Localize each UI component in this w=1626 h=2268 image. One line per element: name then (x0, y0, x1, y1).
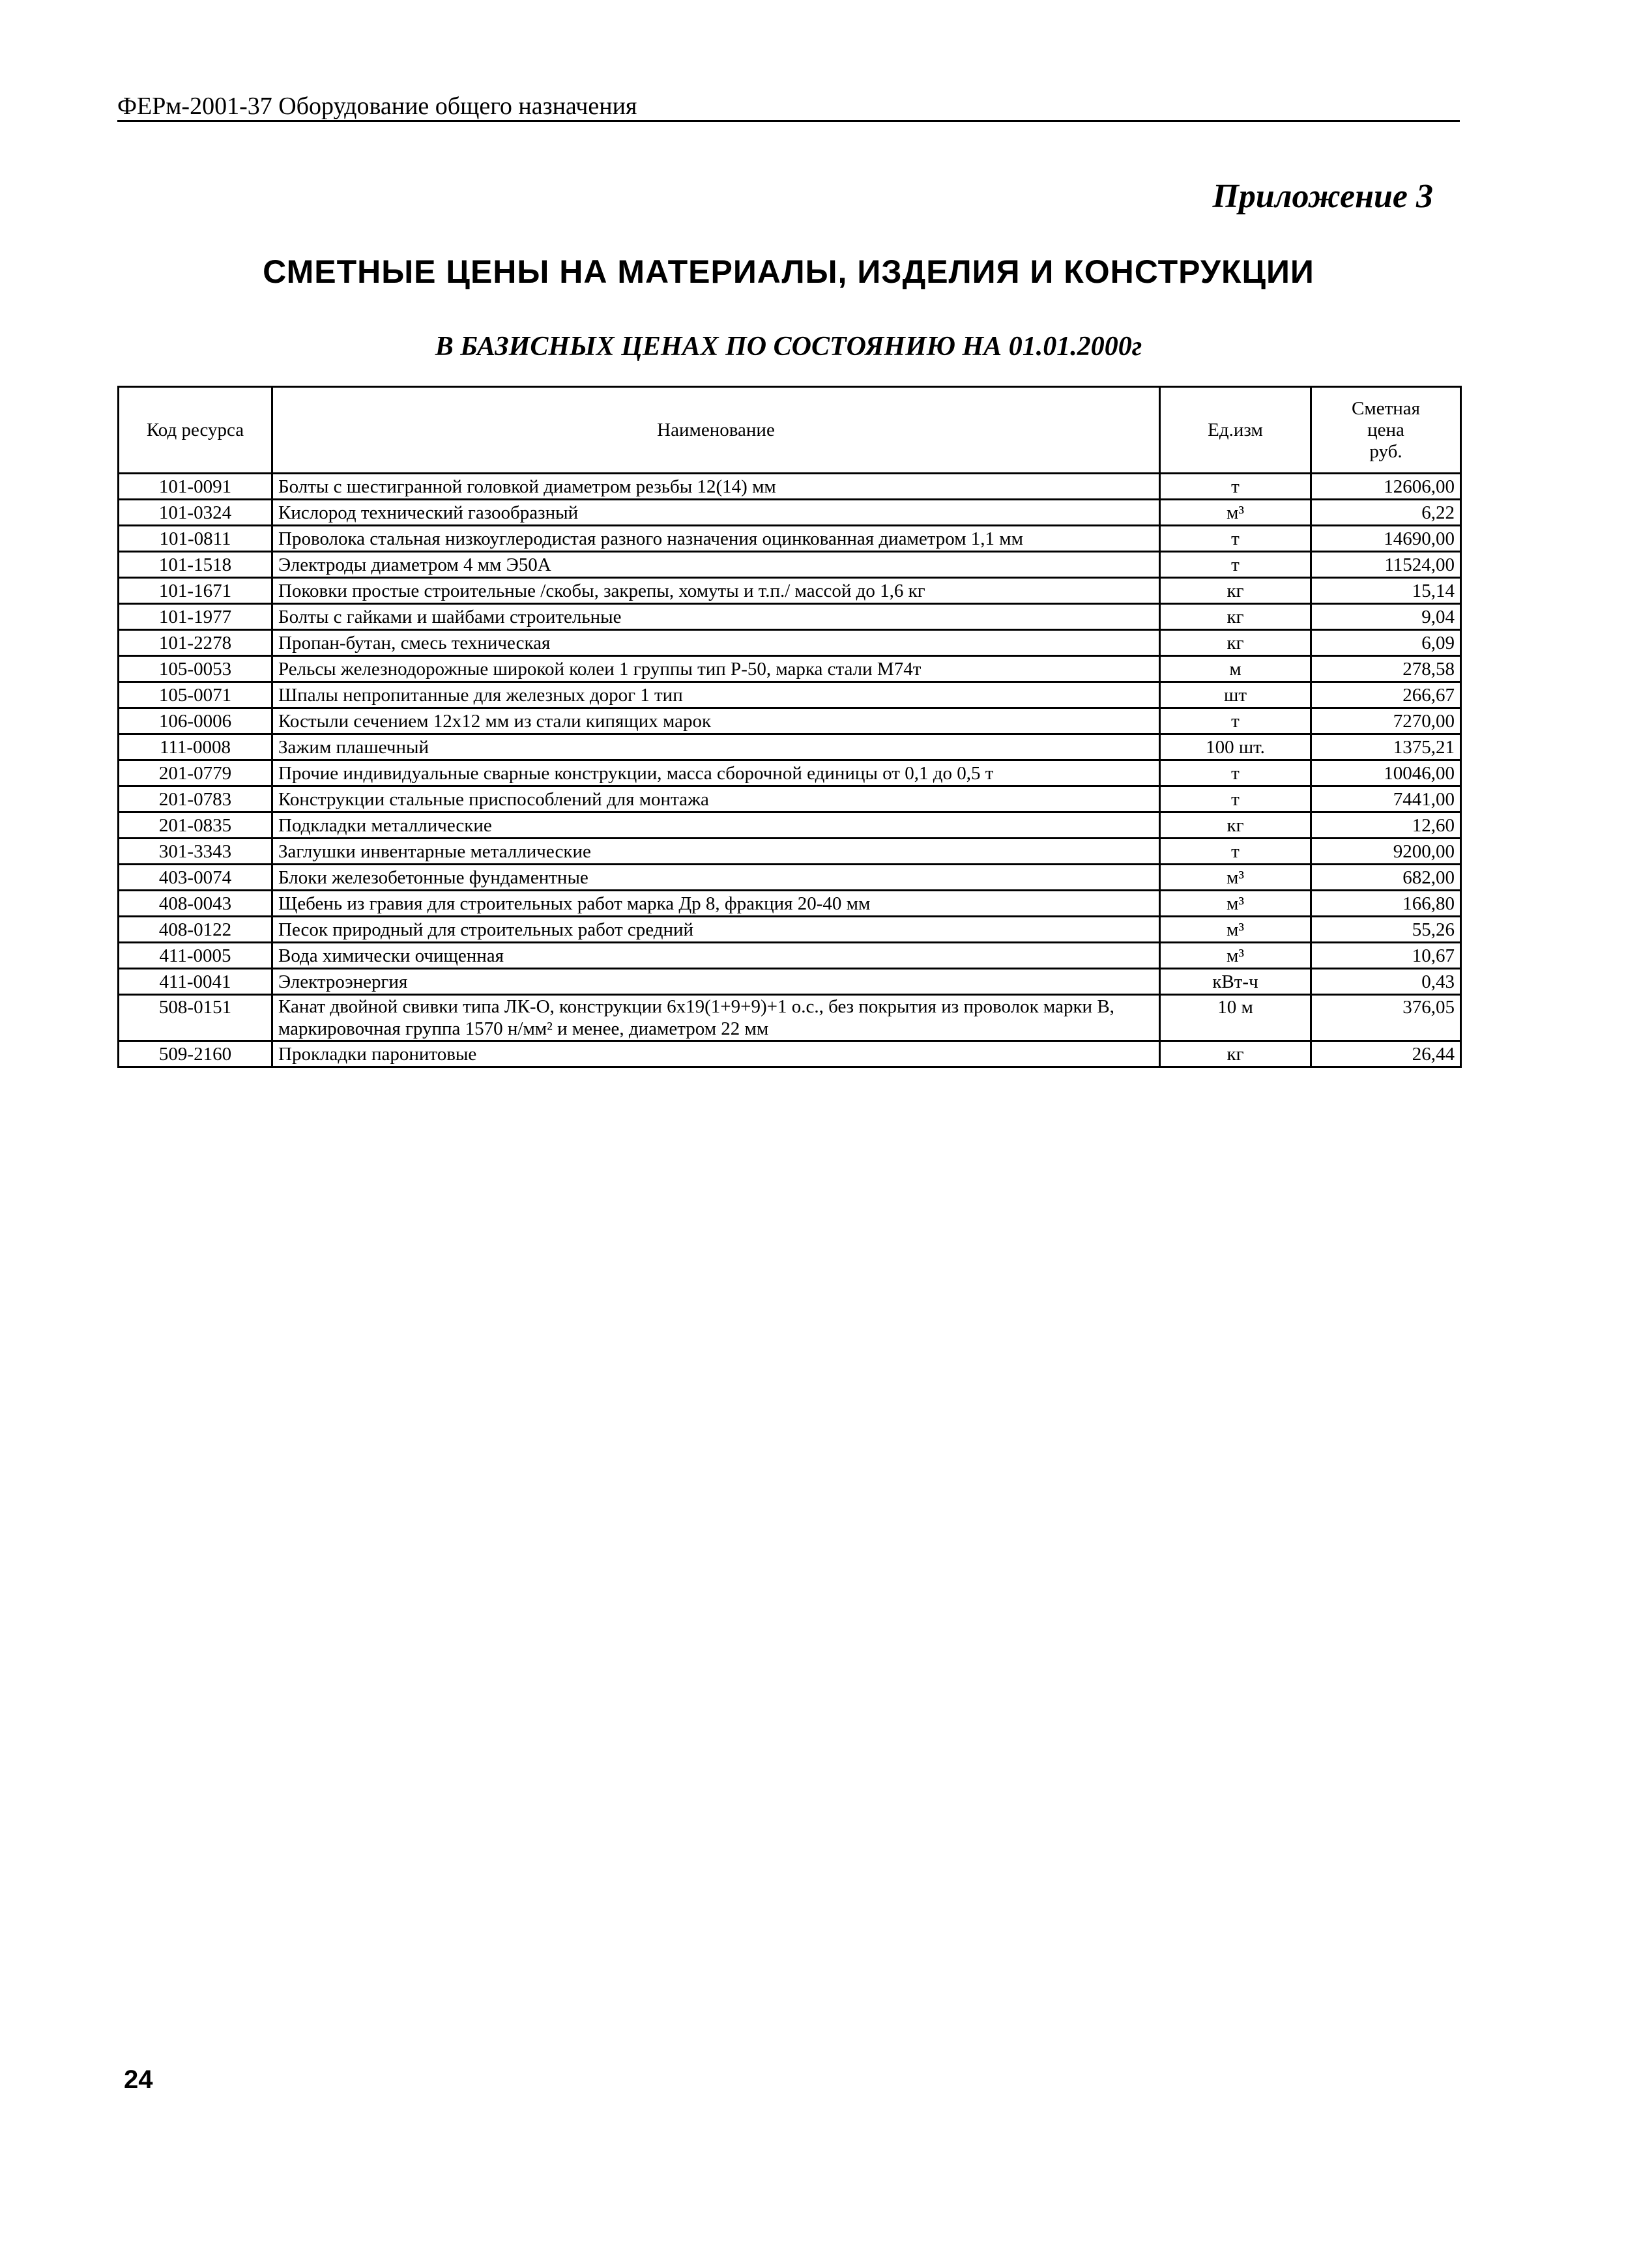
unit-cell: кг (1160, 1041, 1311, 1067)
code-cell: 106-0006 (119, 708, 272, 734)
price-cell: 10046,00 (1311, 760, 1461, 786)
table-row (119, 839, 1461, 865)
column-header-price-line: руб. (1369, 440, 1402, 462)
unit-cell: м³ (1160, 891, 1311, 917)
price-cell: 1375,21 (1311, 734, 1461, 760)
code-cell: 301-3343 (119, 839, 272, 865)
unit-cell: м³ (1160, 943, 1311, 969)
price-cell: 6,22 (1311, 500, 1461, 526)
name-cell: Прокладки паронитовые (272, 1041, 1160, 1067)
table-row (119, 891, 1461, 917)
header-rule (117, 120, 1460, 122)
price-cell: 14690,00 (1311, 526, 1461, 552)
page-subtitle: В БАЗИСНЫХ ЦЕНАХ ПО СОСТОЯНИЮ НА 01.01.2000г (435, 332, 1142, 362)
code-cell: 201-0783 (119, 786, 272, 812)
table-row (119, 760, 1461, 786)
unit-cell: кг (1160, 578, 1311, 604)
table-row (119, 812, 1461, 839)
table-row (119, 630, 1461, 656)
unit-cell: кг (1160, 812, 1311, 839)
unit-cell: т (1160, 708, 1311, 734)
table-row (119, 578, 1461, 604)
code-cell: 201-0779 (119, 760, 272, 786)
code-cell: 403-0074 (119, 865, 272, 891)
price-cell: 682,00 (1311, 865, 1461, 891)
price-cell: 9200,00 (1311, 839, 1461, 865)
unit-cell: т (1160, 760, 1311, 786)
table-row (119, 552, 1461, 578)
table-header-row (119, 387, 1461, 474)
appendix-label: Приложение 3 (1212, 178, 1433, 215)
code-cell: 101-2278 (119, 630, 272, 656)
name-cell: Канат двойной свивки типа ЛК-О, конструкции 6х19(1+9+9)+1 о.с., без покрытия из проволок марки В, маркировочная группа 1570 н/мм² и менее, диаметром 22 мм (272, 995, 1160, 1041)
code-cell: 101-0324 (119, 500, 272, 526)
name-cell: Подкладки металлические (272, 812, 1160, 839)
name-cell: Зажим плашечный (272, 734, 1160, 760)
unit-cell: т (1160, 474, 1311, 500)
code-cell: 105-0053 (119, 656, 272, 682)
unit-cell: 100 шт. (1160, 734, 1311, 760)
unit-cell: т (1160, 786, 1311, 812)
code-cell: 411-0041 (119, 969, 272, 995)
code-cell: 101-0811 (119, 526, 272, 552)
column-header-unit: Ед.изм (1160, 387, 1311, 474)
unit-cell: кВт-ч (1160, 969, 1311, 995)
price-cell: 10,67 (1311, 943, 1461, 969)
running-header: ФЕРм-2001-37 Оборудование общего назначения (117, 93, 637, 120)
table-row (119, 474, 1461, 500)
column-header-code: Код ресурса (119, 387, 272, 474)
name-cell: Болты с гайками и шайбами строительные (272, 604, 1160, 630)
name-cell: Проволока стальная низкоуглеродистая разного назначения оцинкованная диаметром 1,1 мм (272, 526, 1160, 552)
column-header-price (1311, 387, 1461, 474)
price-cell: 12606,00 (1311, 474, 1461, 500)
price-cell: 12,60 (1311, 812, 1461, 839)
table-row (119, 708, 1461, 734)
name-cell: Электроэнергия (272, 969, 1160, 995)
name-cell: Вода химически очищенная (272, 943, 1160, 969)
code-cell: 101-1977 (119, 604, 272, 630)
table-row (119, 734, 1461, 760)
unit-cell: т (1160, 526, 1311, 552)
code-cell: 101-1671 (119, 578, 272, 604)
name-cell: Блоки железобетонные фундаментные (272, 865, 1160, 891)
page-title: СМЕТНЫЕ ЦЕНЫ НА МАТЕРИАЛЫ, ИЗДЕЛИЯ И КОНСТРУКЦИИ (263, 253, 1314, 290)
name-cell: Электроды диаметром 4 мм Э50А (272, 552, 1160, 578)
unit-cell: кг (1160, 630, 1311, 656)
name-cell: Пропан-бутан, смесь техническая (272, 630, 1160, 656)
table-row (119, 604, 1461, 630)
table-row (119, 786, 1461, 812)
unit-cell: кг (1160, 604, 1311, 630)
price-cell: 376,05 (1311, 995, 1461, 1041)
name-cell: Кислород технический газообразный (272, 500, 1160, 526)
code-cell: 101-1518 (119, 552, 272, 578)
column-header-price-line: Сметная (1352, 397, 1420, 419)
table-row (119, 526, 1461, 552)
name-cell: Рельсы железнодорожные широкой колеи 1 группы тип Р-50, марка стали М74т (272, 656, 1160, 682)
column-header-price-line: цена (1367, 419, 1404, 440)
price-cell: 9,04 (1311, 604, 1461, 630)
table-row (119, 682, 1461, 708)
name-cell: Щебень из гравия для строительных работ марка Др 8, фракция 20-40 мм (272, 891, 1160, 917)
name-cell: Поковки простые строительные /скобы, закрепы, хомуты и т.п./ массой до 1,6 кг (272, 578, 1160, 604)
unit-cell: т (1160, 552, 1311, 578)
price-cell: 55,26 (1311, 917, 1461, 943)
price-cell: 166,80 (1311, 891, 1461, 917)
code-cell: 408-0122 (119, 917, 272, 943)
price-cell: 26,44 (1311, 1041, 1461, 1067)
price-cell: 266,67 (1311, 682, 1461, 708)
name-cell: Заглушки инвентарные металлические (272, 839, 1160, 865)
code-cell: 509-2160 (119, 1041, 272, 1067)
unit-cell: м (1160, 656, 1311, 682)
code-cell: 508-0151 (119, 995, 272, 1041)
code-cell: 411-0005 (119, 943, 272, 969)
table-row (119, 969, 1461, 995)
table-row (119, 500, 1461, 526)
table-row (119, 943, 1461, 969)
price-cell: 278,58 (1311, 656, 1461, 682)
unit-cell: м³ (1160, 917, 1311, 943)
price-cell: 0,43 (1311, 969, 1461, 995)
unit-cell: м³ (1160, 500, 1311, 526)
name-cell: Песок природный для строительных работ средний (272, 917, 1160, 943)
table-body (119, 474, 1461, 1067)
table-row (119, 865, 1461, 891)
name-cell: Конструкции стальные приспособлений для монтажа (272, 786, 1160, 812)
price-cell: 7270,00 (1311, 708, 1461, 734)
table-row (119, 1041, 1461, 1067)
name-cell: Прочие индивидуальные сварные конструкции, масса сборочной единицы от 0,1 до 0,5 т (272, 760, 1160, 786)
column-header-name: Наименование (272, 387, 1160, 474)
price-cell: 11524,00 (1311, 552, 1461, 578)
table-row (119, 995, 1461, 1041)
code-cell: 111-0008 (119, 734, 272, 760)
unit-cell: т (1160, 839, 1311, 865)
table-row (119, 917, 1461, 943)
unit-cell: 10 м (1160, 995, 1311, 1041)
code-cell: 201-0835 (119, 812, 272, 839)
name-cell: Шпалы непропитанные для железных дорог 1 тип (272, 682, 1160, 708)
price-table (117, 386, 1462, 1068)
code-cell: 101-0091 (119, 474, 272, 500)
unit-cell: м³ (1160, 865, 1311, 891)
price-cell: 7441,00 (1311, 786, 1461, 812)
price-cell: 6,09 (1311, 630, 1461, 656)
code-cell: 408-0043 (119, 891, 272, 917)
table-row (119, 656, 1461, 682)
price-cell: 15,14 (1311, 578, 1461, 604)
code-cell: 105-0071 (119, 682, 272, 708)
name-cell: Болты с шестигранной головкой диаметром резьбы 12(14) мм (272, 474, 1160, 500)
unit-cell: шт (1160, 682, 1311, 708)
page-number: 24 (124, 2065, 153, 2094)
name-cell: Костыли сечением 12х12 мм из стали кипящих марок (272, 708, 1160, 734)
